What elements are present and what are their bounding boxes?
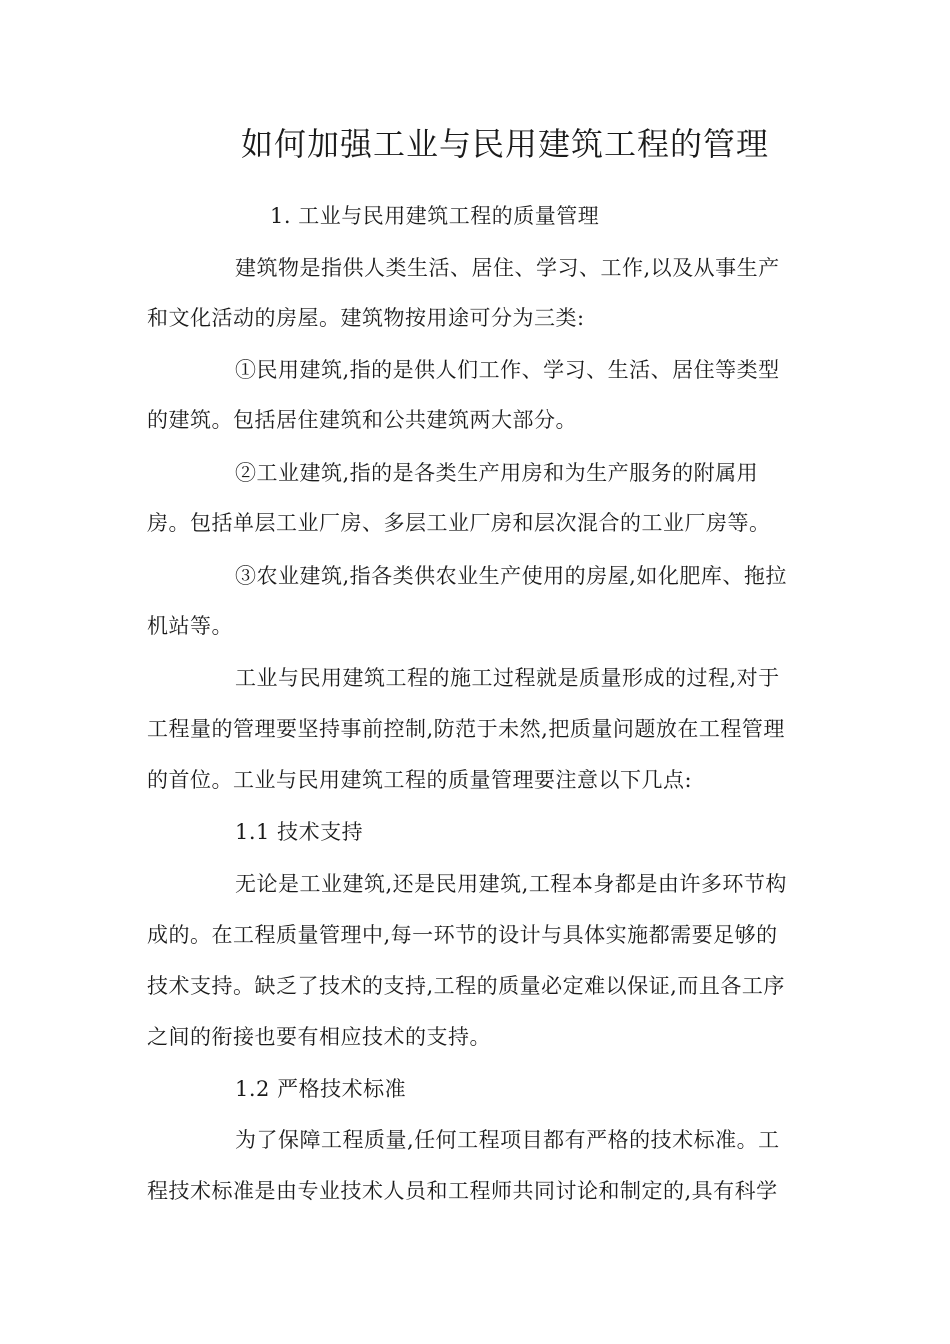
paragraph-line: 的建筑。包括居住建筑和公共建筑两大部分。 xyxy=(147,408,577,432)
paragraph-line: 房。包括单层工业厂房、多层工业厂房和层次混合的工业厂房等。 xyxy=(147,511,771,535)
paragraph-line: 的首位。工业与民用建筑工程的质量管理要注意以下几点: xyxy=(147,768,693,792)
paragraph-line: 工业与民用建筑工程的施工过程就是质量形成的过程,对于 xyxy=(235,666,780,690)
paragraph-line: 建筑物是指供人类生活、居住、学习、工作,以及从事生产 xyxy=(235,256,780,280)
paragraph-line: 和文化活动的房屋。建筑物按用途可分为三类: xyxy=(147,306,585,330)
paragraph-line: 程技术标准是由专业技术人员和工程师共同讨论和制定的,具有科学 xyxy=(147,1179,778,1203)
paragraph-line: ①民用建筑,指的是供人们工作、学习、生活、居住等类型 xyxy=(235,358,780,382)
paragraph-line: 成的。在工程质量管理中,每一环节的设计与具体实施都需要足够的 xyxy=(147,923,778,947)
paragraph-line: ②工业建筑,指的是各类生产用房和为生产服务的附属用 xyxy=(235,461,759,485)
paragraph-line: 之间的衔接也要有相应技术的支持。 xyxy=(147,1025,491,1049)
section-heading-1-1: 1.1 技术支持 xyxy=(235,820,364,844)
document-title: 如何加强工业与民用建筑工程的管理 xyxy=(240,125,769,163)
section-heading-1: 1. 工业与民用建筑工程的质量管理 xyxy=(270,204,600,228)
paragraph-line: 无论是工业建筑,还是民用建筑,工程本身都是由许多环节构 xyxy=(235,872,787,896)
paragraph-line: 为了保障工程质量,任何工程项目都有严格的技术标准。工 xyxy=(235,1128,780,1152)
paragraph-line: 技术支持。缺乏了技术的支持,工程的质量必定难以保证,而且各工序 xyxy=(147,974,785,998)
paragraph-line: ③农业建筑,指各类供农业生产使用的房屋,如化肥库、拖拉 xyxy=(235,564,787,588)
paragraph-line: 机站等。 xyxy=(147,614,233,638)
section-heading-1-2: 1.2 严格技术标准 xyxy=(235,1077,407,1101)
paragraph-line: 工程量的管理要坚持事前控制,防范于未然,把质量问题放在工程管理 xyxy=(147,717,785,741)
